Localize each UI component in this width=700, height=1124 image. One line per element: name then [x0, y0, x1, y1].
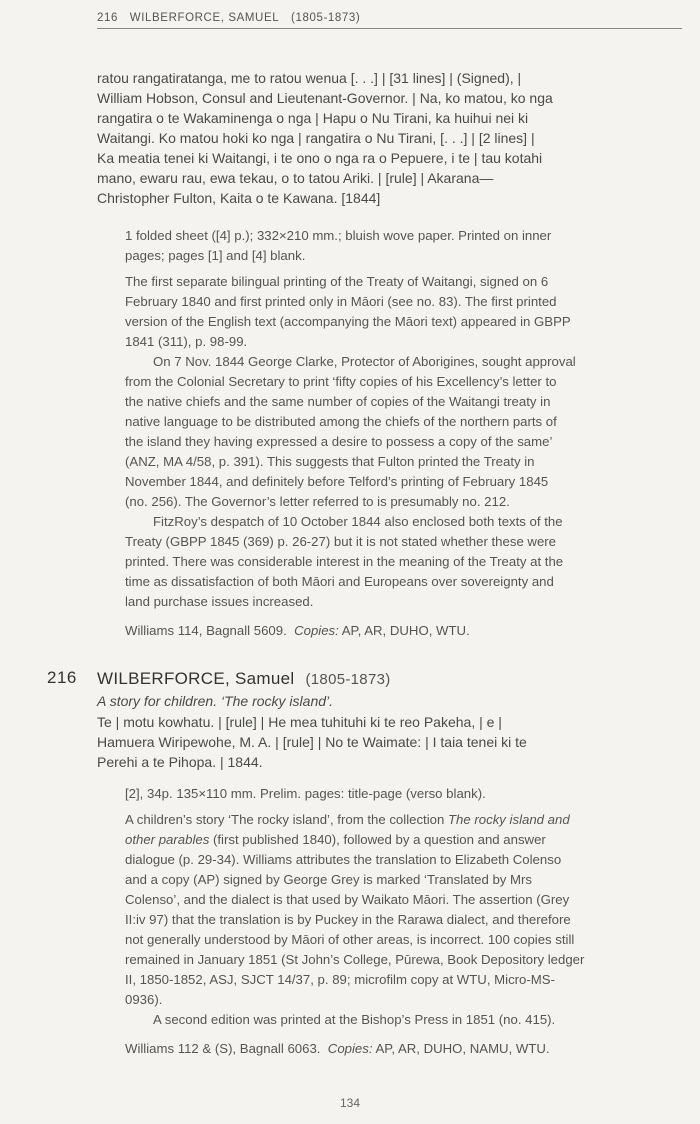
collation-line: 1 folded sheet ([4] p.); 332×210 mm.; bluish wove paper. Printed on inner	[125, 228, 552, 243]
note-line: and a copy (AP) signed by George Grey is marked ‘Translated by Mrs	[125, 872, 533, 887]
note-line: Treaty (GBPP 1845 (369) p. 26-27) but it is not stated whether these were	[125, 534, 557, 549]
note-line: II:iv 97) that the translation is by Puckey in the Rarawa dialect, and therefore	[125, 912, 571, 927]
prev-entry-title	[97, 68, 682, 208]
note-line: February 1840 and first printed only in Māori (see no. 83). The first printed	[125, 294, 557, 309]
note-line: (ANZ, MA 4/58, p. 391). This suggests that Fulton printed the Treaty in	[125, 454, 535, 469]
title-line: Perehi a te Pihopa. | 1844.	[97, 754, 263, 770]
title-line: ratou rangatiratanga, me to ratou wenua [. . .] | [31 lines] | (Signed), |	[97, 70, 522, 86]
prev-entry-collation	[125, 226, 682, 266]
note-line: version of the English text (accompanying the Māori text) appeared in GBPP	[125, 314, 571, 329]
note-line: the native chiefs and the same number of copies of the Waitangi treaty in	[125, 394, 551, 409]
refs-text: Williams 114, Bagnall 5609.	[125, 623, 287, 638]
copies-label: Copies:	[327, 1041, 373, 1056]
note-italic: The rocky island and	[447, 812, 570, 827]
entry-collation	[125, 784, 682, 804]
entry-heading	[97, 668, 682, 772]
note-line: land purchase issues increased.	[125, 594, 314, 609]
note-line: II, 1850-1852, ASJ, SJCT 14/37, p. 89; microfilm copy at WTU, Micro-MS-	[125, 972, 555, 987]
note-line: November 1844, and definitely before Telford’s printing of February 1845	[125, 474, 549, 489]
note-line: the island they having expressed a desire to possess a copy of the same’	[125, 434, 553, 449]
note-line: On 7 Nov. 1844 George Clarke, Protector of Aborigines, sought approval	[153, 354, 576, 369]
title-line: mano, ewaru rau, ewa tekau, o to tatou Ariki. | [rule] | Akarana—	[97, 170, 494, 186]
note-line: dialogue (p. 29-34). Williams attributes the translation to Elizabeth Colenso	[125, 852, 562, 867]
note-text: (first published 1840), followed by a question and answer	[209, 832, 546, 847]
note-line: from the Colonial Secretary to print ‘fifty copies of his Excellency’s letter to	[125, 374, 557, 389]
running-head-page: 216	[97, 12, 118, 24]
refs-text: Williams 112 & (S), Bagnall 6063.	[125, 1041, 321, 1056]
note-line: A second edition was printed at the Bishop’s Press in 1851 (no. 415).	[153, 1012, 556, 1027]
entry-author: WILBERFORCE, Samuel	[97, 669, 295, 688]
copies-label: Copies:	[294, 623, 339, 638]
note-line: Colenso’, and the dialect is that used by Waikato Māori. The assertion (Grey	[125, 892, 570, 907]
title-line: Waitangi. Ko matou hoki ko nga | rangatira o Nu Tirani, [. . .] | [2 lines] |	[97, 130, 535, 146]
note-line: printed. There was considerable interest in the meaning of the Treaty at the	[125, 554, 564, 569]
collation-line: pages; pages [1] and [4] blank.	[125, 248, 306, 263]
entry-refs	[125, 1039, 682, 1059]
running-head-title: WILBERFORCE, SAMUEL	[129, 12, 280, 24]
prev-entry-notes	[125, 272, 682, 612]
title-line: Te | motu kowhatu. | [rule] | He mea tuhituhi ki te reo Pakeha, | e |	[97, 714, 502, 730]
note-line: time as dissatisfaction of both Māori and Europeans over sovereignty and	[125, 574, 554, 589]
title-line: rangatira o te Wakaminenga o nga | Hapu o Nu Tirani, ka huihui nei ki	[97, 110, 529, 126]
page-number: 134	[339, 1096, 361, 1110]
title-line: William Hobson, Consul and Lieutenant-Governor. | Na, ko matou, ko nga	[97, 90, 553, 106]
note-line: remained in January 1851 (St John’s College, Pūrewa, Book Depository ledger	[125, 952, 585, 967]
copies-text: AP, AR, DUHO, WTU.	[341, 623, 470, 638]
note-italic: other parables	[125, 832, 210, 847]
entry-dates: (1805-1873)	[305, 671, 391, 688]
note-line: (no. 256). The Governor’s letter referred to is presumably no. 212.	[125, 494, 510, 509]
note-line: 1841 (311), p. 98-99.	[125, 334, 248, 349]
entry-number: 216	[47, 668, 77, 687]
running-head-dates: (1805-1873)	[291, 12, 361, 24]
title-line: Christopher Fulton, Kaita o te Kawana. [1844]	[97, 190, 381, 206]
note-text: A children’s story ‘The rocky island’, from the collection	[125, 812, 448, 827]
note-line: native language to be distributed among the chiefs of the northern parts of	[125, 414, 557, 429]
note-line: 0936).	[125, 992, 163, 1007]
prev-entry-refs	[125, 621, 682, 641]
entry-notes	[125, 810, 682, 1030]
collation-line: [2], 34p. 135×110 mm. Prelim. pages: title-page (verso blank).	[125, 786, 486, 801]
title-line: Ka meatia tenei ki Waitangi, i te ono o nga ra o Pepuere, i te | tau kotahi	[97, 150, 543, 166]
copies-text: AP, AR, DUHO, NAMU, WTU.	[375, 1041, 550, 1056]
running-head	[97, 12, 682, 29]
note-line: FitzRoy’s despatch of 10 October 1844 also enclosed both texts of the	[153, 514, 563, 529]
title-line: Hamuera Wiripewohe, M. A. | [rule] | No te Waimate: | I taia tenei ki te	[97, 734, 527, 750]
note-line: not generally understood by Māori of other areas, is incorrect. 100 copies still	[125, 932, 575, 947]
entry-uniform-title: A story for children. ‘The rocky island’.	[97, 693, 334, 709]
note-line: The first separate bilingual printing of the Treaty of Waitangi, signed on 6	[125, 274, 549, 289]
